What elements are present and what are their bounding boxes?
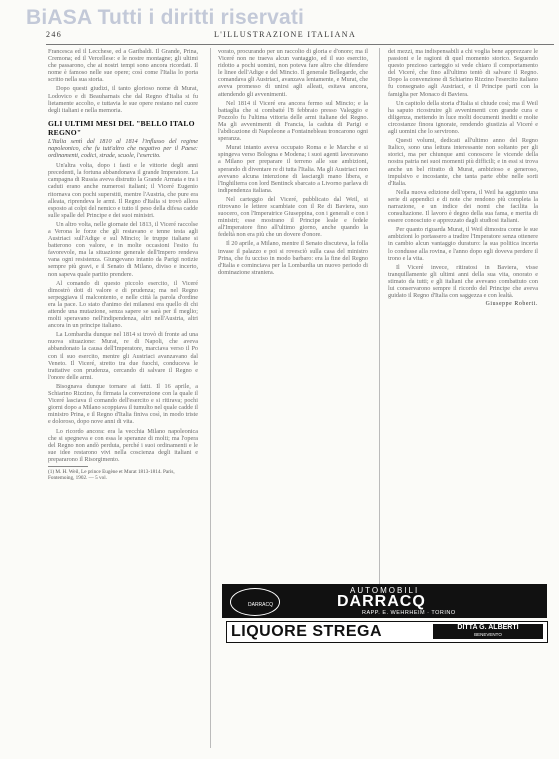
ad-line: RAPP. E. WEHRHEIM · TORINO: [362, 610, 456, 616]
paragraph: vorato, procurando per un raccolto di gloria e d'onore; ma il Viceré non ne traeva alcun vantaggio, ed il suo esercito, ridotto a pochi uomini, non poteva fare altro che difendere le linee dell'Adige e del Mincio. Il generale Bellegarde, che comandava gli Austriaci, avanzava lentamente, e Murat, che aveva promesso di unirsi agli alleati, esitava ancora, attendendo gli avvenimenti.: [218, 48, 368, 98]
author-signature: Giuseppe Roberti.: [485, 301, 538, 308]
footnote-rule: [48, 466, 88, 467]
darracq-advertisement: [222, 584, 547, 618]
paragraph: Il 20 aprile, a Milano, mentre il Senato discuteva, la folla invase il palazzo e poi si rovesciò sulla casa del ministro Prina, che fu ucciso in modo barbaro: era la fine del Regno d'Italia e cominciava per la Lombardia un nuovo periodo di dominazione straniera.: [218, 240, 368, 276]
header-rule: [46, 44, 554, 45]
column-divider: [379, 48, 380, 588]
footnote: (1) M. H. Weil, Le prince Eugène et Murat 1813-1814. Paris, Fontemoing, 1902. — 5 vol.: [48, 468, 175, 482]
copyright-watermark: BiASA Tutti i diritti riservati: [26, 6, 305, 29]
paragraph: Francesca ed il Lecchese, ed a Garibaldi. Il Grande, Prina, Cremona; ed il Vercellese: e le nostre montagne; gli ultimi che passarono, che ai nostri tempi sono ancora ricordati. Il nome è famoso nelle sue opere; così come l'Italia lo porta scritto nella sua storia.: [48, 48, 198, 84]
column-middle: [218, 48, 368, 578]
journal-title: L'ILLUSTRAZIONE ITALIANA: [214, 30, 357, 39]
darracq-logo: [230, 588, 280, 616]
paragraph: Un capitolo della storia d'Italia si chiude così; ma il Weil ha saputo ricostruire gli avvenimenti con grande cura e diligenza, mettendo in luce molti documenti inediti e molte circostanze finora ignorate, rendendo giustizia al Viceré e agli uomini che lo servirono.: [388, 99, 538, 136]
ad-brand: DARRACQ: [337, 593, 426, 610]
paragraph: Lo ricordo ancora: era la vecchia Milano napoleonica che si spegneva e con essa le speranze di molti; ma l'opera del Regno non andò perduta, perché i suoi ordinamenti e le sue idee restarono vivi nella coscienza degli italiani e prepararono il Risorgimento.: [48, 427, 198, 463]
paragraph: Bisognava dunque tornare ai fatti. Il 16 aprile, a Schiarino Rizzino, fu firmata la convenzione con la quale il Viceré lasciava il comando dell'esercito e si ritirava; pochi giorni dopo a Milano scoppiava il tumulto nel quale cadde il ministro Prina, e il Regno d'Italia finiva così, in modo triste e doloroso, dopo nove anni di vita.: [48, 382, 198, 426]
paragraph: Nel 1814 il Viceré era ancora fermo sul Mincio; e la battaglia che si combatté l'8 febbraio presso Valeggio e Pozzolo fu l'ultima vittoria delle armi italiane del Regno. Ma gli avvenimenti di Francia, la caduta di Parigi e l'abdicazione di Napoleone a Fontainebleau troncarono ogni speranza.: [218, 99, 368, 143]
page-header: [44, 30, 554, 42]
column-divider: [210, 48, 211, 748]
paragraph: Il Viceré invece, ritiratosi in Baviera, visse tranquillamente gli ultimi anni della sua vita, onorato e stimato da tutti; e gli italiani che avevano combattuto con lui conservarono sempre il ricordo del Principe che aveva guidato il Regno d'Italia con saggezza e con lealtà.: [388, 263, 538, 300]
paragraph: La Lombardia dunque nel 1814 si trovò di fronte ad una nuova situazione: Murat, re di Napoli, che aveva abbandonato la causa dell'Imperatore, marciava verso il Po con il suo esercito, mentre gli Austriaci avanzavano dal Veneto. Il Viceré, stretto tra due fuochi, conduceva le trattative con prudenza, cercando di salvare il Regno e l'onore delle armi.: [48, 331, 198, 381]
paragraph: Murat intanto aveva occupato Roma e le Marche e si spingeva verso Bologna e Modena; i suoi agenti lavoravano a Milano per preparare il terreno alle sue ambizioni, sperando di diventare re di tutta l'Italia. Ma gli Austriaci non avevano alcuna intenzione di lasciargli mano libera, e l'Inghilterra con lord Bentinck sbarcato a Livorno parlava di indipendenza italiana.: [218, 144, 368, 194]
paragraph: Dopo questi giudizi, il tanto glorioso nome di Murat, Lodovico e di Beauharnais che dal Regno d'Italia si fu lietamente accolto, e tuttavia le sue opere restano nel cuore degli italiani e nella memoria.: [48, 85, 198, 114]
ad-brand: LIQUORE STREGA: [231, 623, 383, 640]
page-number: 246: [46, 30, 63, 39]
ad-firm-box: [433, 624, 543, 639]
column-left: [48, 48, 198, 748]
paragraph: Questi volumi, dedicati all'ultimo anno del Regno Italico, sono una lettura interessante non soltanto per gli storici, ma per chiunque ami conoscere le vicende della nostra patria nei suoi momenti più difficili; e in essi si trova anche un bel ritratto di Murat, ambizioso e generoso, impulsivo e incostante, che tanta parte ebbe nelle sorti d'Italia.: [388, 137, 538, 187]
paragraph: Un'altra volta, dopo i fasti e le vittorie degli anni precedenti, la fortuna abbandonava il grande Imperatore. La campagna di Russia aveva distrutto la Grande Armata e tra i caduti erano anche numerosi italiani; il Viceré Eugenio ritornava con pochi superstiti, mentre l'Austria, che pure era alleata, riprendeva le armi. Il Regno d'Italia si trovò allora esposto ai colpi del nemico e tutto il peso della difesa cadde sulle spalle del Principe e dei suoi ministri.: [48, 162, 198, 219]
paragraph: Nel carteggio del Viceré, pubblicato dal Weil, si ritrovano le lettere scambiate con il Re di Baviera, suo suocero, con l'Imperatrice Giuseppina, con i generali e con i ministri; esse mostrano il Principe leale e fedele all'Imperatore fino all'ultimo giorno, anche quando la fedeltà non era più che un dovere d'onore.: [218, 195, 368, 239]
ad-place: BENEVENTO: [474, 632, 502, 637]
paragraph: Un altro volta, nelle giornate del 1813, il Viceré raccolse a Verona le forze che gli restavano e tenne testa agli Austriaci sull'Adige e sul Mincio; le truppe italiane si batterono con valore, e in molte occasioni l'esito fu favorevole, ma la situazione generale dell'Impero rendeva vana ogni resistenza. Giungevano intanto da Parigi notizie sempre più gravi, e il Senato di Milano, diviso e incerto, non sapeva quale partito prendere.: [48, 220, 198, 278]
article-headline: GLI ULTIMI MESI DEL "BELLO ITALO REGNO": [48, 118, 195, 137]
ad-firm: DITTA G. ALBERTI: [457, 624, 519, 631]
darracq-logo-text: DARRACQ: [248, 602, 274, 608]
column-right: [388, 48, 538, 588]
paragraph: Per quanto riguarda Murat, il Weil dimostra come le sue ambizioni lo portassero a tradire l'Imperatore senza ottenere in cambio alcun vantaggio duraturo: la sua politica incerta lo condusse alla rovina, e l'anno dopo egli doveva perdere il trono e la vita.: [388, 226, 538, 262]
article-deck: L'Italia sentì dal 1810 al 1814 l'influsso del regime napoleonico, che fu tutt'altro che negativo per il Paese: ordinamenti, codici, strade, scuole, l'esercito.: [48, 137, 198, 160]
paragraph: Al comando di questo piccolo esercito, il Viceré dimostrò doti di valore e di prudenza; ma nel Regno serpeggiava il malcontento, e nelle città la parola d'ordine era la pace. Lo stato d'animo dei milanesi era quello di chi attende una mutazione, senza sapere se sarà per il meglio; molti speravano nell'indipendenza, altri nell'Austria, altri ancora in un principe italiano.: [48, 279, 198, 330]
strega-advertisement: [226, 621, 548, 643]
ad-line: AUTOMOBILI: [350, 586, 420, 595]
paragraph: dei mezzi, ma indispensabili a chi voglia bene apprezzare le passioni e le ragioni di quel momento storico. Seguendo questo prezioso carteggio si vede chiaro il comportamento del Viceré, che fino all'ultimo tentò di salvare il Regno. Dopo la convenzione di Schiarino Rizzino l'esercito italiano fu consegnato agli Austriaci, e il Principe partì con la famiglia per Monaco di Baviera.: [388, 48, 538, 98]
paragraph: Nella nuova edizione dell'opera, il Weil ha aggiunto una serie di appendici e di note che rendono più completa la narrazione, e un indice dei nomi che facilita la consultazione. Il lavoro è degno della sua fama, e merita di essere conosciuto e apprezzato dagli studiosi italiani.: [388, 188, 538, 225]
